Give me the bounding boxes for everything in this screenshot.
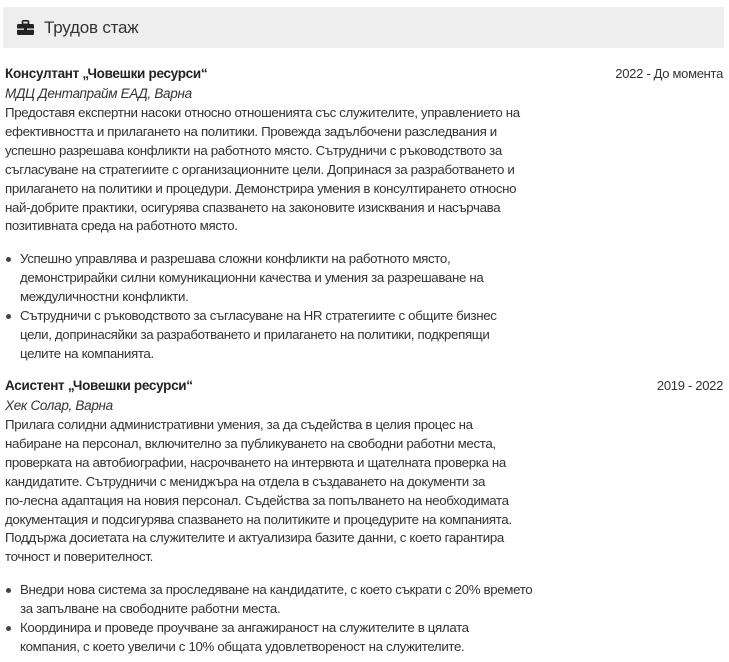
achievement-item	[5, 250, 723, 307]
job-dates: 2022 - До момента	[615, 65, 723, 81]
job-entry	[5, 375, 723, 657]
job-title: Асистент „Човешки ресурси“	[5, 377, 193, 393]
achievement-item	[5, 307, 723, 364]
company-name: Хек Солар, Варна	[5, 398, 113, 413]
company-name: МДЦ Дентапрайм ЕАД, Варна	[5, 86, 192, 101]
description-line: съгласуване на стратегиите с организационните цели. Допринася за разработването и	[5, 161, 515, 177]
job-header	[5, 63, 723, 83]
description-line: Прилага солидни административни умения, за да съдейства в целия процес на	[5, 417, 473, 432]
achievement-item	[5, 619, 723, 657]
achievement-line: Внедри нова система за проследяване на кандидатите, с което съкрати с 20% времето	[20, 582, 533, 598]
description-line: успешно разрешава конфликти на работното място. Сътрудничи с ръководството за	[5, 142, 502, 158]
description-line: прилагането на политики и процедури. Демонстрира умения в консултирането относно	[5, 180, 517, 196]
description-line: по-лесна адаптация на новия персонал. Съдейства за попълването на необходимата	[5, 492, 509, 508]
achievements-list	[5, 581, 723, 657]
job-entry	[5, 63, 723, 364]
job-header	[5, 375, 723, 395]
description-line: позитивната среда на работното място.	[5, 218, 238, 234]
achievement-line: междуличностни конфликти.	[20, 289, 189, 305]
description-line: точност и поверителност.	[5, 549, 153, 565]
achievement-line: цели, допринасяйки за разработването и прилагането на политики, подкрепящи	[20, 326, 490, 342]
achievement-line: Успешно управлява и разрешава сложни конфликти на работното място,	[20, 251, 451, 267]
description-line: проверката на автобиографии, насрочването на интервюта и щателната проверка на	[5, 454, 506, 470]
achievement-line: Сътрудничи с ръководството за съгласуване на HR стратегиите с общите бизнес	[20, 308, 497, 324]
achievement-line: компания, с което увеличи с 10% общата удовлетвореност на служителите.	[20, 638, 465, 654]
description-line: най-добрите практики, осигурява спазването на законовите изисквания и насърчава	[5, 199, 501, 215]
achievement-item	[5, 581, 723, 619]
job-description	[5, 416, 723, 567]
section-title: Трудов стаж	[44, 17, 139, 37]
description-line: ефективността и прилагането на политики. Провежда задълбочени разследвания и	[5, 123, 497, 139]
job-dates: 2019 - 2022	[656, 377, 723, 393]
achievement-line: Координира и проведе проучване за ангажираност на служителите в цялата	[20, 620, 469, 636]
achievement-line: за запълване на свободните работни места.	[20, 601, 281, 617]
job-description	[5, 104, 723, 236]
job-title: Консултант „Човешки ресурси“	[5, 65, 208, 81]
description-line: Предоставя експертни насоки относно отношенията със служителите, управлението на	[5, 105, 520, 120]
briefcase-icon	[17, 20, 34, 35]
description-line: набиране на персонал, включително за публикуването на свободни работни места,	[5, 435, 496, 451]
description-line: кандидатите. Сътрудничи с мениджъра на отдела в създаването на документи за	[5, 473, 486, 489]
section-header	[3, 7, 724, 48]
description-line: документация и подсигурява спазването на политиките и процедурите на компанията.	[5, 511, 512, 527]
description-line: Поддържа досиетата на служителите и актуализира базите данни, с което гарантира	[5, 530, 504, 546]
achievement-line: целите на компанията.	[20, 345, 154, 361]
achievements-list	[5, 250, 723, 363]
achievement-line: демонстрирайки силни комуникационни качества и умения за разрешаване на	[20, 270, 484, 286]
